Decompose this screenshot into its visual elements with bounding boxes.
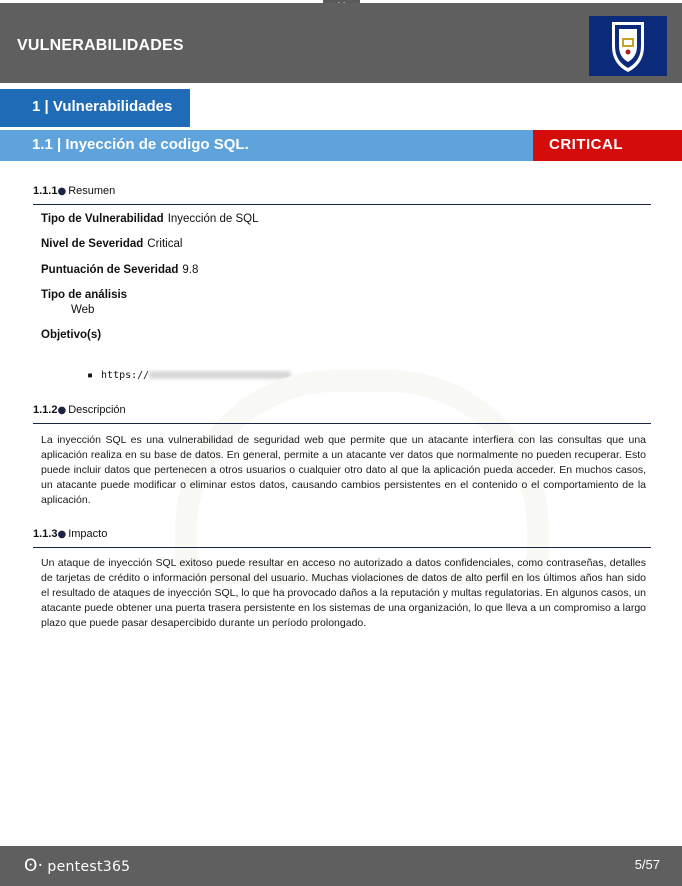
description-label: Descripción	[68, 404, 126, 416]
target-list-item	[87, 370, 291, 381]
severity-score-value: 9.8	[182, 264, 199, 276]
pentest-logo-icon: ʘ·	[24, 856, 44, 876]
impact-text: Un ataque de inyección SQL exitoso puede resultar en acceso no autorizado a datos confidenciales, como contraseñas, detalles de tarjetas de crédito o información personal del usuario. Muchas violaciones de datos de alto perfil en los últimos años han sido el resultado de ataques de inyección SQL, lo que ha provocado daños a la reputación y multas regulatorias. En algunos casos, un atacante puede obtener una puerta trasera persistente en los sistemas de una organización, lo que lleva a un compromiso a largo plazo que puede pasar desapercibido durante un período prolongado.	[41, 557, 646, 629]
impact-number: 1.1.3	[33, 528, 58, 540]
severity-badge: CRITICAL	[549, 136, 623, 153]
university-crest-logo	[589, 16, 667, 76]
pin-icon: ●	[57, 186, 67, 197]
objectives-label: Objetivo(s)	[41, 329, 102, 341]
summary-heading	[33, 184, 651, 205]
description-heading	[33, 403, 651, 424]
page-header	[0, 3, 682, 83]
target-url-prefix: https://	[101, 370, 150, 381]
description-number: 1.1.2	[33, 404, 58, 416]
vuln-type-label: Tipo de Vulnerabilidad	[41, 213, 164, 225]
severity-level-value: Critical	[147, 238, 183, 250]
page-footer	[0, 846, 682, 886]
section-title: 1 | Vulnerabilidades	[32, 98, 173, 115]
analysis-type-label: Tipo de análisis	[41, 289, 128, 301]
pin-icon: ●	[57, 405, 67, 416]
analysis-type-value: Web	[71, 304, 95, 316]
crest-icon	[589, 16, 667, 76]
impact-label: Impacto	[68, 528, 108, 540]
summary-number: 1.1.1	[33, 185, 58, 197]
header-title: VULNERABILIDADES	[17, 37, 184, 54]
severity-level-label: Nivel de Severidad	[41, 238, 144, 250]
summary-label: Resumen	[68, 185, 116, 197]
severity-score-label: Puntuación de Severidad	[41, 264, 179, 276]
bullet-icon: ▪	[87, 370, 94, 381]
objectives-field	[41, 329, 105, 341]
vuln-type-field	[41, 213, 258, 225]
impact-heading	[33, 527, 651, 548]
page-number: 5/57	[634, 857, 660, 872]
analysis-type-field	[41, 289, 131, 301]
footer-logo-text: pentest365	[47, 859, 131, 875]
vuln-type-value: Inyección de SQL	[167, 213, 259, 225]
redacted-url	[149, 371, 291, 379]
footer-logo	[24, 856, 130, 876]
pin-icon: ●	[57, 529, 67, 540]
severity-score-field	[41, 264, 198, 276]
subsection-title: 1.1 | Inyección de codigo SQL.	[32, 136, 249, 153]
severity-level-field	[41, 238, 182, 250]
description-text: La inyección SQL es una vulnerabilidad de seguridad web que permite que un atacante interfiera con las consultas que una aplicación realiza en su base de datos. En general, permite a un atacante ver datos que normalmente no pueden recuperar. Esto puede incluir datos que pertenecen a otros usuarios o cualquier otro dato al que la aplicación pueda acceder. En muchos casos, un atacante puede modificar o eliminar estos datos, causando cambios persistentes en el contenido o el comportamiento de la aplicación.	[41, 434, 646, 506]
